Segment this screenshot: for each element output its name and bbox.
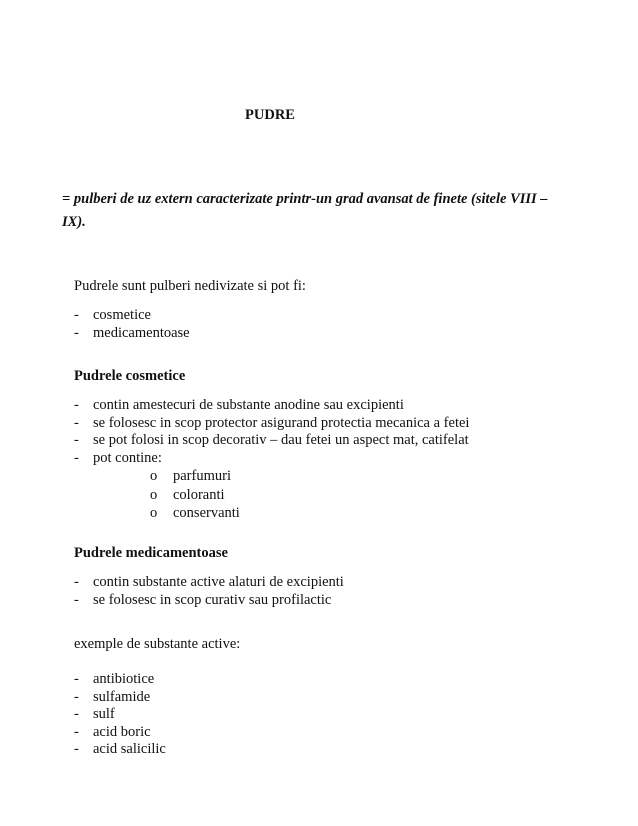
section-heading-medicamentoase: Pudrele medicamentoase [74, 545, 228, 561]
list-item-text: se pot folosi in scop decorativ – dau fetei un aspect mat, catifelat [93, 432, 469, 449]
list-item-text: cosmetice [93, 307, 151, 323]
list-item [74, 689, 166, 707]
dash-bullet: - [74, 741, 79, 758]
list-item [74, 574, 344, 592]
list-item-text: acid salicilic [93, 741, 166, 758]
cosmetice-list [74, 397, 469, 523]
circle-bullet: o [150, 505, 158, 522]
dash-bullet: - [74, 307, 79, 323]
list-item-text: sulf [93, 706, 115, 723]
sublist-item [93, 504, 469, 523]
page-title: PUDRE [245, 107, 295, 123]
dash-bullet: - [74, 574, 79, 590]
list-item [74, 724, 166, 742]
intro-text: Pudrele sunt pulberi nedivizate si pot fi: [74, 278, 306, 294]
sublist-item-text: conservanti [173, 505, 240, 522]
examples-list [74, 671, 166, 759]
list-item [74, 706, 166, 724]
list-item-text: se folosesc in scop curativ sau profilactic [93, 591, 332, 608]
contents-sublist [93, 467, 469, 523]
list-item [74, 307, 190, 325]
list-item [74, 741, 166, 759]
section-heading-cosmetice: Pudrele cosmetice [74, 368, 186, 384]
circle-bullet: o [150, 486, 158, 503]
definition-text: = pulberi de uz extern caracterizate printr-un grad avansat de finete (sitele VIII – IX). [62, 191, 548, 230]
list-item [74, 432, 469, 450]
powder-types-list [74, 307, 190, 342]
dash-bullet: - [74, 723, 79, 740]
list-item [74, 397, 469, 415]
list-item-text: contin amestecuri de substante anodine sau excipienti [93, 397, 404, 413]
medicamentoase-list [74, 574, 344, 609]
dash-bullet: - [74, 397, 79, 413]
dash-bullet: - [74, 324, 79, 341]
list-item-text: medicamentoase [93, 324, 190, 341]
list-item-text: antibiotice [93, 671, 155, 687]
sublist-item-text: parfumuri [173, 468, 231, 485]
list-item-text: sulfamide [93, 688, 151, 705]
list-item [74, 671, 166, 689]
dash-bullet: - [74, 432, 79, 449]
list-item [74, 592, 344, 610]
dash-bullet: - [74, 706, 79, 723]
list-item [74, 450, 469, 523]
dash-bullet: - [74, 671, 79, 687]
list-item-text: se folosesc in scop protector asigurand protectia mecanica a fetei [93, 414, 470, 431]
list-item [74, 415, 469, 433]
dash-bullet: - [74, 449, 79, 466]
circle-bullet: o [150, 468, 158, 485]
examples-intro-text: exemple de substante active: [74, 636, 241, 652]
dash-bullet: - [74, 688, 79, 705]
list-item-text: acid boric [93, 723, 151, 740]
list-item-text: pot contine: [93, 449, 162, 466]
list-item-text: contin substante active alaturi de excipienti [93, 574, 344, 590]
dash-bullet: - [74, 414, 79, 431]
sublist-item [93, 486, 469, 505]
list-item [74, 325, 190, 343]
sublist-item [93, 467, 469, 486]
sublist-item-text: coloranti [173, 486, 225, 503]
dash-bullet: - [74, 591, 79, 608]
